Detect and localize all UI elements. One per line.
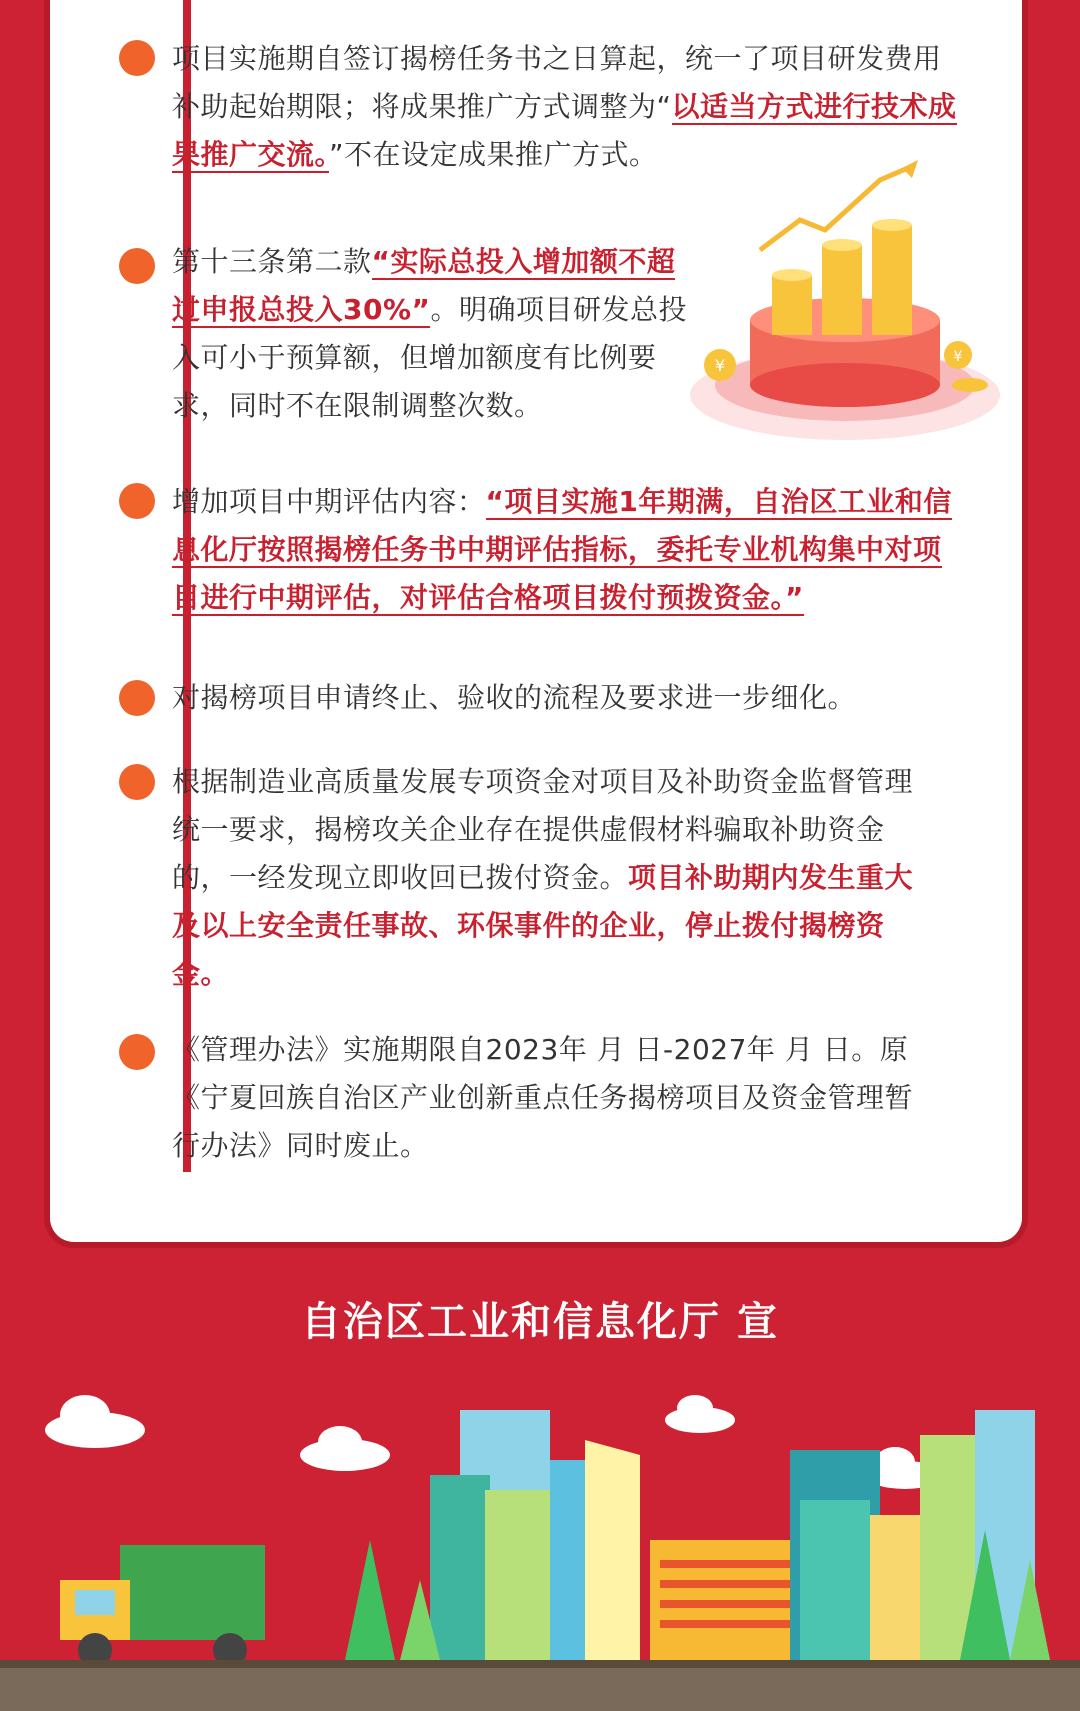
list-item [172,478,962,622]
item-text: 增加项目中期评估内容： [172,485,486,518]
item-highlight: 以适当方式进行技术成果推广交流。 [172,90,957,171]
item-text: 。明确项目研发总投入可小于预算额，但增加额度有比例要求，同时不在限制调整次数。 [172,293,687,422]
svg-text:¥: ¥ [714,356,726,375]
growth-coins-illustration [680,160,1010,460]
item-text: 第十三条第二款 [172,245,372,278]
list-item [172,758,932,998]
item-text: 对揭榜项目申请终止、验收的流程及要求进一步细化。 [172,681,857,714]
timeline-dot [119,40,155,76]
svg-text:¥: ¥ [953,349,963,365]
list-item [172,238,692,430]
timeline-dot [119,248,155,284]
list-item [172,35,962,179]
timeline-dot [119,483,155,519]
item-highlight: “实际总投入增加额不超过申报总投入30%” [172,245,676,326]
item-text: 《管理办法》实施期限自2023年 月 日-2027年 月 日。原《宁夏回族自治区产业创新重点任务揭榜项目及资金管理暂行办法》同时废止。 [172,1033,914,1162]
city-skyline-illustration [0,1380,1080,1711]
item-text: 根据制造业高质量发展专项资金对项目及补助资金监督管理统一要求，揭榜攻关企业存在提供虚假材料骗取补助资金的，一经发现立即收回已拨付资金。 [172,765,914,894]
timeline-dot [119,680,155,716]
timeline-dot [119,764,155,800]
item-text: 项目实施期自签订揭榜任务书之日算起，统一了项目研发费用补助起始期限；将成果推广方式调整为“ [172,42,942,123]
list-item [172,1026,932,1170]
list-item [172,674,952,722]
item-text: ”不在设定成果推广方式。 [329,138,658,171]
footer-title: 自治区工业和信息化厅 宣 [301,1299,779,1345]
item-highlight: 项目补助期内发生重大及以上安全责任事故、环保事件的企业，停止拨付揭榜资金。 [172,861,914,990]
item-highlight: “项目实施1年期满，自治区工业和信息化厅按照揭榜任务书中期评估指标，委托专业机构集中对项目进行中期评估，对评估合格项目拨付预拨资金。” [172,485,952,614]
timeline-dot [119,1034,155,1070]
